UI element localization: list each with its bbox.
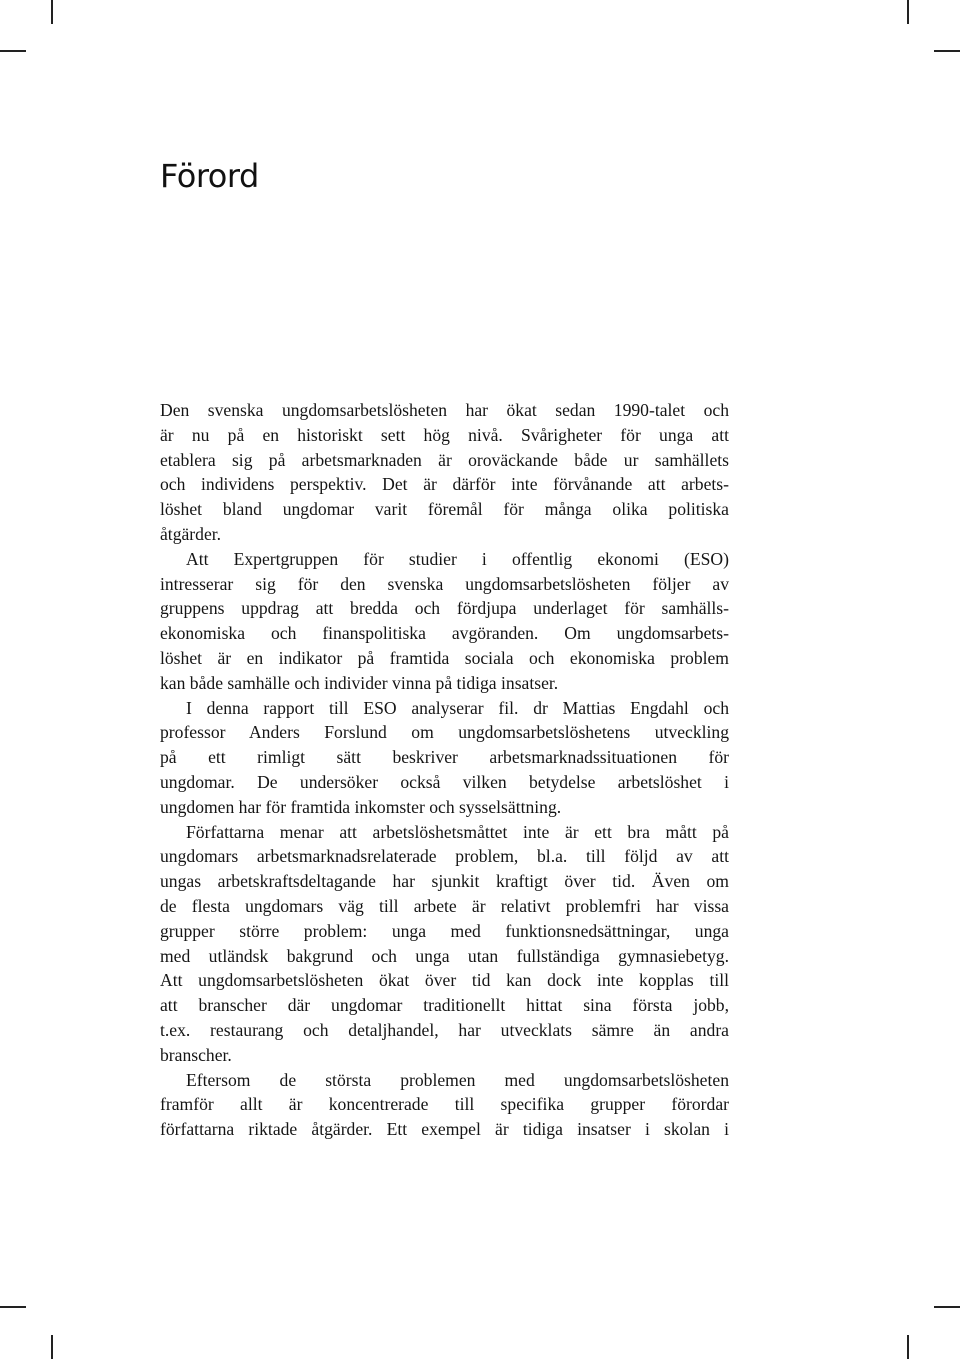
page-heading: Förord [160,157,259,195]
body-line: ungdomars arbetsmarknadsrelaterade problem, bl.a. till följd av att [160,846,729,867]
body-text [160,398,729,1142]
body-line: Eftersom de största problemen med ungdomsarbetslösheten [186,1069,729,1090]
body-line: grupper större problem: unga med funktionsnedsättningar, unga [160,920,729,941]
body-line: branscher. [160,1044,232,1065]
body-line: Författarna menar att arbetslöshetsmåttet inte är ett bra mått på [186,821,729,842]
crop-mark-top-left-horizontal [0,50,26,52]
body-line: ekonomiska och finanspolitiska avgöranden. Om ungdomsarbets- [160,623,729,644]
body-line: Att ungdomsarbetslösheten ökat över tid kan dock inte kopplas till [160,970,729,991]
body-line: gruppens uppdrag att bredda och fördjupa underlaget för samhälls- [160,598,729,619]
body-line: på ett rimligt sätt beskriver arbetsmarknadssituationen för [160,747,729,768]
body-line: ungas arbetskraftsdeltagande har sjunkit kraftigt över tid. Även om [160,871,729,892]
crop-mark-top-left-vertical [51,0,53,24]
body-line: med utländsk bakgrund och unga utan fullständiga gymnasiebetyg. [160,945,729,966]
crop-mark-top-right-vertical [907,0,909,24]
body-line: att branscher där ungdomar traditionellt hittat sina första jobb, [160,995,729,1016]
body-line: t.ex. restaurang och detaljhandel, har utvecklats sämre än andra [160,1019,729,1040]
body-line: löshet är en indikator på framtida sociala och ekonomiska problem [160,647,729,668]
crop-mark-bottom-right-vertical [907,1335,909,1359]
crop-mark-bottom-right-horizontal [934,1306,960,1308]
body-line: kan både samhälle och individer vinna på tidiga insatser. [160,672,559,693]
body-line: författarna riktade åtgärder. Ett exempel är tidiga insatser i skolan i [160,1119,729,1140]
body-line: framför allt är koncentrerade till specifika grupper förordar [160,1094,729,1115]
body-line: och individens perspektiv. Det är därför inte förvånande att arbets- [160,474,729,495]
body-line: Att Expertgruppen för studier i offentlig ekonomi (ESO) [186,548,729,569]
body-line: ungdomar. De undersöker också vilken betydelse arbetslöshet i [160,771,729,792]
crop-mark-top-right-horizontal [934,50,960,52]
body-line: de flesta ungdomars väg till arbete är relativt problemfri har vissa [160,895,729,916]
crop-mark-bottom-left-vertical [51,1335,53,1359]
body-line: I denna rapport till ESO analyserar fil. dr Mattias Engdahl och [186,697,729,718]
crop-mark-bottom-left-horizontal [0,1306,26,1308]
body-line: åtgärder. [160,523,222,544]
body-line: intresserar sig för den svenska ungdomsarbetslösheten följer av [160,573,729,594]
body-line: etablera sig på arbetsmarknaden är oroväckande både ur samhällets [160,449,729,470]
body-line: Den svenska ungdomsarbetslösheten har ökat sedan 1990-talet och [160,400,729,420]
body-line: löshet bland ungdomar varit föremål för många olika politiska [160,499,729,520]
body-line: ungdomen har för framtida inkomster och sysselsättning. [160,796,562,817]
body-line: är nu på en historiskt sett hög nivå. Svårigheter för unga att [160,424,729,445]
body-line: professor Anders Forslund om ungdomsarbetslöshetens utveckling [160,722,729,743]
